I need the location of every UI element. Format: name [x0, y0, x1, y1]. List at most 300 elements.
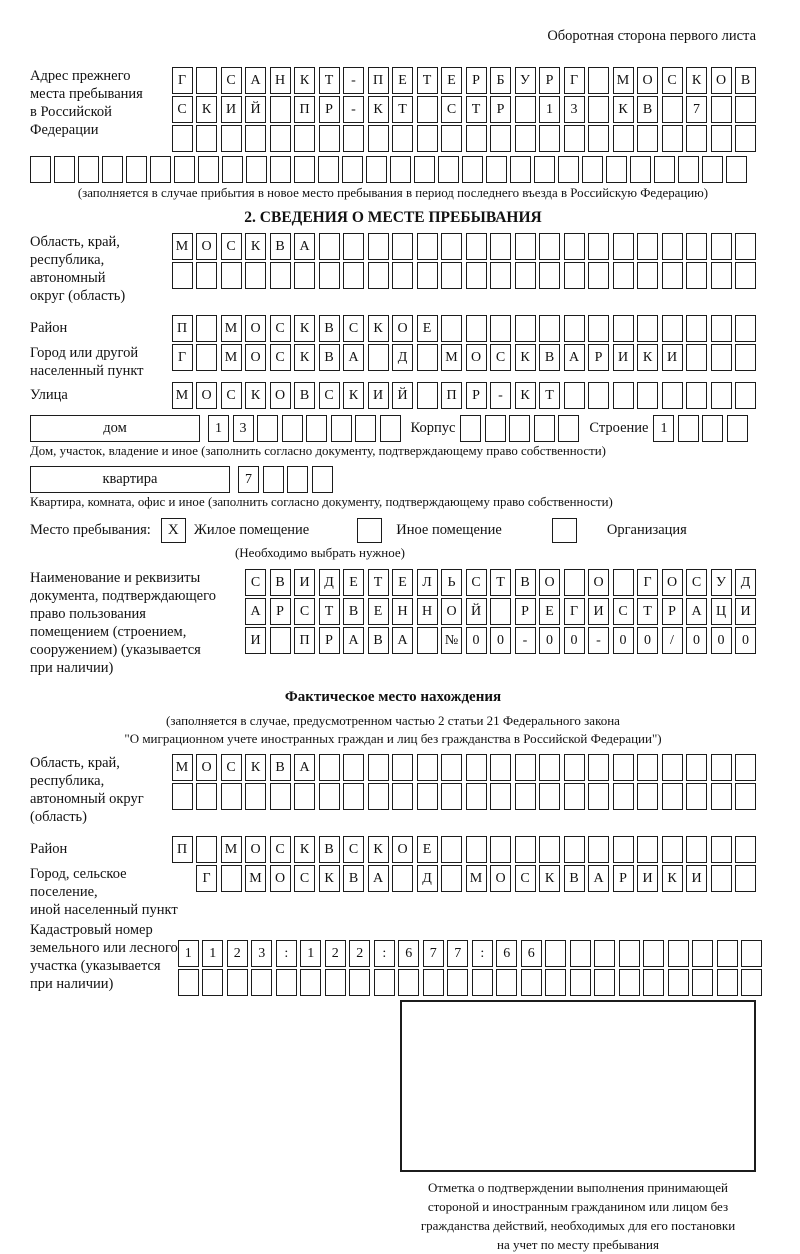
filled-char-cell: 0 — [564, 627, 585, 654]
empty-char-cell — [735, 754, 756, 781]
empty-char-cell — [417, 262, 438, 289]
factual-city-label — [30, 865, 196, 919]
empty-char-cell — [711, 125, 732, 152]
filled-char-cell: 1 — [208, 415, 229, 442]
filled-char-cell: С — [613, 598, 634, 625]
stay-type-row — [30, 518, 756, 543]
empty-char-cell — [355, 415, 376, 442]
filled-char-cell: М — [613, 67, 634, 94]
text-line: места пребывания — [30, 86, 143, 102]
filled-char-cell: Т — [392, 96, 413, 123]
empty-char-cell — [392, 233, 413, 260]
filled-char-cell: 0 — [711, 627, 732, 654]
empty-char-cell — [582, 156, 603, 183]
empty-char-cell — [726, 156, 747, 183]
empty-char-cell — [662, 754, 683, 781]
filled-char-cell: № — [441, 627, 462, 654]
filled-char-cell: К — [368, 96, 389, 123]
empty-char-cell — [564, 382, 585, 409]
empty-char-cell — [462, 156, 483, 183]
empty-char-cell — [202, 969, 223, 996]
empty-char-cell — [490, 754, 511, 781]
empty-char-cell — [702, 156, 723, 183]
previous-address-row-4 — [30, 156, 756, 183]
empty-char-cell — [735, 125, 756, 152]
previous-address-row-3 — [172, 125, 757, 152]
empty-char-cell — [417, 627, 438, 654]
factual-city-row — [30, 865, 756, 919]
filled-char-cell: Т — [368, 569, 389, 596]
empty-char-cell — [711, 262, 732, 289]
text-line: (область) — [30, 809, 87, 825]
filled-char-cell: В — [319, 344, 340, 371]
empty-char-cell — [441, 865, 462, 892]
filled-char-cell: О — [441, 598, 462, 625]
empty-char-cell — [392, 262, 413, 289]
filled-char-cell: : — [472, 940, 493, 967]
empty-char-cell — [196, 344, 217, 371]
empty-char-cell — [466, 754, 487, 781]
filled-char-cell: К — [368, 836, 389, 863]
text-line: Город, сельское поселение, — [30, 866, 127, 900]
apartment-row — [30, 466, 756, 493]
text-line: право пользования — [30, 606, 146, 622]
empty-char-cell — [711, 382, 732, 409]
empty-char-cell — [686, 754, 707, 781]
empty-char-cell — [717, 969, 738, 996]
factual-location-title: Фактическое место нахождения — [284, 689, 502, 705]
filled-char-cell: М — [172, 382, 193, 409]
cadastral-row-2 — [178, 969, 763, 996]
filled-char-cell: Т — [319, 598, 340, 625]
filled-char-cell: К — [539, 865, 560, 892]
empty-char-cell — [662, 96, 683, 123]
empty-char-cell — [319, 233, 340, 260]
empty-char-cell — [613, 262, 634, 289]
filled-char-cell: С — [343, 315, 364, 342]
empty-char-cell — [466, 315, 487, 342]
filled-char-cell: Й — [392, 382, 413, 409]
filled-char-cell: 2 — [227, 940, 248, 967]
ownership-document-row-1 — [245, 569, 756, 596]
filled-char-cell: И — [588, 598, 609, 625]
empty-char-cell — [545, 940, 566, 967]
empty-char-cell — [515, 836, 536, 863]
empty-char-cell — [735, 836, 756, 863]
filled-char-cell: Н — [417, 598, 438, 625]
empty-char-cell — [342, 156, 363, 183]
filled-char-cell: Е — [392, 569, 413, 596]
empty-char-cell — [678, 415, 699, 442]
empty-char-cell — [686, 262, 707, 289]
filled-char-cell: - — [343, 96, 364, 123]
filled-char-cell: К — [245, 233, 266, 260]
empty-char-cell — [702, 415, 723, 442]
filled-char-cell: К — [613, 96, 634, 123]
filled-char-cell: С — [441, 96, 462, 123]
empty-char-cell — [441, 783, 462, 810]
empty-char-cell — [539, 836, 560, 863]
filled-char-cell: О — [466, 344, 487, 371]
filled-char-cell: Р — [490, 96, 511, 123]
filled-char-cell: С — [172, 96, 193, 123]
empty-char-cell — [654, 156, 675, 183]
empty-char-cell — [588, 836, 609, 863]
filled-char-cell: М — [466, 865, 487, 892]
filled-char-cell: В — [539, 344, 560, 371]
filled-char-cell: К — [196, 96, 217, 123]
empty-char-cell — [588, 262, 609, 289]
empty-char-cell — [30, 156, 51, 183]
empty-char-cell — [637, 783, 658, 810]
empty-char-cell — [221, 262, 242, 289]
text-line: автономный — [30, 270, 106, 286]
ownership-document-row-3 — [245, 627, 756, 654]
filled-char-cell: Д — [417, 865, 438, 892]
filled-char-cell: К — [294, 344, 315, 371]
filled-char-cell: П — [294, 96, 315, 123]
empty-char-cell — [594, 969, 615, 996]
cadastral-block — [30, 921, 756, 996]
residential-label: Жилое помещение — [193, 522, 310, 538]
empty-char-cell — [221, 125, 242, 152]
empty-char-cell — [312, 466, 333, 493]
filled-char-cell: Е — [368, 598, 389, 625]
filled-char-cell: С — [270, 836, 291, 863]
empty-char-cell — [172, 783, 193, 810]
empty-char-cell — [637, 754, 658, 781]
empty-char-cell — [613, 125, 634, 152]
empty-char-cell — [319, 783, 340, 810]
empty-char-cell — [196, 315, 217, 342]
empty-char-cell — [686, 125, 707, 152]
empty-char-cell — [735, 315, 756, 342]
filled-char-cell: К — [637, 344, 658, 371]
stay-region-label — [30, 233, 125, 305]
text-line: иной населенный пункт — [30, 902, 178, 918]
ownership-document-label — [30, 569, 216, 677]
stay-city-row — [30, 344, 756, 380]
filled-char-cell: О — [392, 315, 413, 342]
empty-char-cell — [711, 233, 732, 260]
empty-char-cell — [368, 344, 389, 371]
empty-char-cell — [398, 969, 419, 996]
filled-char-cell: 1 — [539, 96, 560, 123]
filled-char-cell: К — [515, 382, 536, 409]
empty-char-cell — [588, 382, 609, 409]
filled-char-cell: Т — [637, 598, 658, 625]
empty-char-cell — [515, 315, 536, 342]
house-row — [30, 415, 756, 442]
text-line: документа, подтверждающего — [30, 588, 216, 604]
empty-char-cell — [564, 233, 585, 260]
filled-char-cell: О — [245, 315, 266, 342]
empty-char-cell — [490, 315, 511, 342]
empty-char-cell — [392, 754, 413, 781]
filled-char-cell: С — [270, 344, 291, 371]
filled-char-cell: 6 — [496, 940, 517, 967]
filled-char-cell: А — [686, 598, 707, 625]
filled-char-cell: : — [374, 940, 395, 967]
filled-char-cell: 0 — [686, 627, 707, 654]
filled-char-cell: В — [564, 865, 585, 892]
filled-char-cell: О — [711, 67, 732, 94]
empty-char-cell — [692, 940, 713, 967]
filled-char-cell: П — [294, 627, 315, 654]
organization-checkbox — [552, 518, 577, 543]
filled-char-cell: М — [221, 315, 242, 342]
empty-char-cell — [515, 783, 536, 810]
filled-char-cell: П — [441, 382, 462, 409]
empty-char-cell — [515, 125, 536, 152]
empty-char-cell — [306, 415, 327, 442]
empty-char-cell — [126, 156, 147, 183]
filled-char-cell: 7 — [423, 940, 444, 967]
ownership-document-rows — [245, 569, 756, 677]
filled-char-cell: В — [735, 67, 756, 94]
filled-char-cell: Т — [417, 67, 438, 94]
empty-char-cell — [441, 262, 462, 289]
filled-char-cell: Е — [441, 67, 462, 94]
filled-char-cell: П — [172, 315, 193, 342]
empty-char-cell — [606, 156, 627, 183]
empty-char-cell — [490, 836, 511, 863]
empty-char-cell — [637, 233, 658, 260]
filled-char-cell: О — [270, 865, 291, 892]
empty-char-cell — [368, 754, 389, 781]
empty-char-cell — [521, 969, 542, 996]
previous-address-label — [30, 67, 143, 152]
filled-char-cell: Р — [319, 96, 340, 123]
empty-char-cell — [368, 233, 389, 260]
page-side-note: Оборотная сторона первого листа — [547, 28, 756, 44]
empty-char-cell — [227, 969, 248, 996]
empty-char-cell — [594, 940, 615, 967]
empty-char-cell — [270, 156, 291, 183]
factual-region-rows — [172, 754, 757, 826]
empty-char-cell — [588, 233, 609, 260]
filled-char-cell: Й — [245, 96, 266, 123]
empty-char-cell — [368, 125, 389, 152]
filled-char-cell: С — [515, 865, 536, 892]
empty-char-cell — [588, 96, 609, 123]
stay-city-label — [30, 344, 144, 380]
filled-char-cell: У — [515, 67, 536, 94]
empty-char-cell — [172, 262, 193, 289]
filled-char-cell: В — [270, 233, 291, 260]
empty-char-cell — [588, 754, 609, 781]
filled-char-cell: М — [441, 344, 462, 371]
empty-char-cell — [490, 262, 511, 289]
empty-char-cell — [282, 415, 303, 442]
filled-char-cell: С — [662, 67, 683, 94]
empty-char-cell — [711, 96, 732, 123]
empty-char-cell — [564, 262, 585, 289]
empty-char-cell — [390, 156, 411, 183]
empty-char-cell — [466, 783, 487, 810]
empty-char-cell — [662, 262, 683, 289]
empty-char-cell — [735, 865, 756, 892]
stay-type-note: (Необходимо выбрать нужное) — [234, 545, 406, 560]
empty-char-cell — [613, 754, 634, 781]
filled-char-cell: 2 — [349, 940, 370, 967]
text-line: населенный пункт — [30, 363, 144, 379]
filled-char-cell: В — [637, 96, 658, 123]
filled-char-cell: К — [686, 67, 707, 94]
empty-char-cell — [515, 262, 536, 289]
filled-char-cell: А — [294, 754, 315, 781]
stay-region-block — [30, 233, 756, 305]
empty-char-cell — [637, 315, 658, 342]
filled-char-cell: Е — [417, 836, 438, 863]
empty-char-cell — [222, 156, 243, 183]
empty-char-cell — [441, 315, 462, 342]
factual-city-cells — [196, 865, 756, 892]
empty-char-cell — [643, 940, 664, 967]
filled-char-cell: С — [270, 315, 291, 342]
empty-char-cell — [662, 783, 683, 810]
filled-char-cell: О — [637, 67, 658, 94]
stay-city-cells — [172, 344, 757, 371]
empty-char-cell — [441, 125, 462, 152]
filled-char-cell: И — [662, 344, 683, 371]
empty-char-cell — [441, 233, 462, 260]
filled-char-cell: В — [270, 754, 291, 781]
empty-char-cell — [198, 156, 219, 183]
empty-char-cell — [150, 156, 171, 183]
other-premises-label: Иное помещение — [396, 522, 502, 538]
filled-char-cell: Й — [466, 598, 487, 625]
filled-char-cell: К — [662, 865, 683, 892]
filled-char-cell: В — [368, 627, 389, 654]
cadastral-label — [30, 921, 178, 996]
filled-char-cell: А — [343, 627, 364, 654]
empty-char-cell — [545, 969, 566, 996]
stay-district-cells — [172, 315, 757, 342]
empty-char-cell — [447, 969, 468, 996]
filled-char-cell: О — [588, 569, 609, 596]
empty-char-cell — [509, 415, 530, 442]
empty-char-cell — [637, 836, 658, 863]
empty-char-cell — [510, 156, 531, 183]
filled-char-cell: А — [368, 865, 389, 892]
empty-char-cell — [613, 233, 634, 260]
ownership-document-block — [30, 569, 756, 677]
empty-char-cell — [174, 156, 195, 183]
empty-char-cell — [172, 125, 193, 152]
empty-char-cell — [417, 233, 438, 260]
empty-char-cell — [668, 969, 689, 996]
text-line: Отметка о подтверждении выполнения принимающей — [427, 1180, 729, 1195]
empty-char-cell — [662, 125, 683, 152]
empty-char-cell — [637, 262, 658, 289]
stay-district-row — [30, 315, 756, 342]
confirmation-stamp-block — [400, 1000, 756, 1254]
empty-char-cell — [343, 125, 364, 152]
text-line: сооружением) (указывается — [30, 642, 201, 658]
empty-char-cell — [54, 156, 75, 183]
empty-char-cell — [196, 125, 217, 152]
stay-type-label: Место пребывания: — [30, 522, 151, 538]
house-label-box: дом — [30, 415, 200, 442]
filled-char-cell: К — [245, 754, 266, 781]
filled-char-cell: Р — [270, 598, 291, 625]
empty-char-cell — [711, 754, 732, 781]
empty-char-cell — [711, 344, 732, 371]
filled-char-cell: С — [221, 67, 242, 94]
text-line: помещением (строением, — [30, 624, 187, 640]
empty-char-cell — [558, 156, 579, 183]
filled-char-cell: О — [392, 836, 413, 863]
empty-char-cell — [727, 415, 748, 442]
empty-char-cell — [374, 969, 395, 996]
empty-char-cell — [564, 125, 585, 152]
empty-char-cell — [686, 382, 707, 409]
factual-district-cells — [172, 836, 757, 863]
empty-char-cell — [570, 969, 591, 996]
empty-char-cell — [496, 969, 517, 996]
filled-char-cell: У — [711, 569, 732, 596]
previous-address-row-2 — [172, 96, 757, 123]
empty-char-cell — [490, 125, 511, 152]
empty-char-cell — [678, 156, 699, 183]
empty-char-cell — [534, 156, 555, 183]
filled-char-cell: О — [196, 754, 217, 781]
filled-char-cell: Е — [343, 569, 364, 596]
text-line: Адрес прежнего — [30, 68, 131, 84]
filled-char-cell: 6 — [521, 940, 542, 967]
structure-cells — [653, 415, 748, 442]
filled-char-cell: 0 — [637, 627, 658, 654]
house-number-cells — [208, 415, 401, 442]
factual-district-row — [30, 836, 756, 863]
empty-char-cell — [319, 125, 340, 152]
filled-char-cell: Р — [466, 67, 487, 94]
empty-char-cell — [588, 67, 609, 94]
empty-char-cell — [325, 969, 346, 996]
filled-char-cell: И — [294, 569, 315, 596]
filled-char-cell: С — [466, 569, 487, 596]
empty-char-cell — [711, 315, 732, 342]
empty-char-cell — [245, 783, 266, 810]
empty-char-cell — [686, 836, 707, 863]
empty-char-cell — [319, 754, 340, 781]
stay-region-rows — [172, 233, 757, 305]
confirmation-stamp-caption — [421, 1178, 735, 1254]
filled-char-cell: С — [686, 569, 707, 596]
text-line: Федерации — [30, 122, 99, 138]
filled-char-cell: А — [343, 344, 364, 371]
empty-char-cell — [735, 344, 756, 371]
filled-char-cell: П — [172, 836, 193, 863]
empty-char-cell — [392, 125, 413, 152]
filled-char-cell: С — [490, 344, 511, 371]
stay-street-cells — [172, 382, 757, 409]
text-line: земельного или лесного — [30, 940, 178, 956]
text-line: стороной и иностранным гражданином или лицом без — [427, 1199, 729, 1214]
filled-char-cell: - — [588, 627, 609, 654]
text-line: при наличии) — [30, 976, 114, 992]
empty-char-cell — [643, 969, 664, 996]
empty-char-cell — [466, 125, 487, 152]
stay-street-label: Улица — [30, 387, 68, 403]
empty-char-cell — [630, 156, 651, 183]
empty-char-cell — [539, 754, 560, 781]
filled-char-cell: 7 — [238, 466, 259, 493]
empty-char-cell — [417, 96, 438, 123]
empty-char-cell — [257, 415, 278, 442]
empty-char-cell — [294, 783, 315, 810]
